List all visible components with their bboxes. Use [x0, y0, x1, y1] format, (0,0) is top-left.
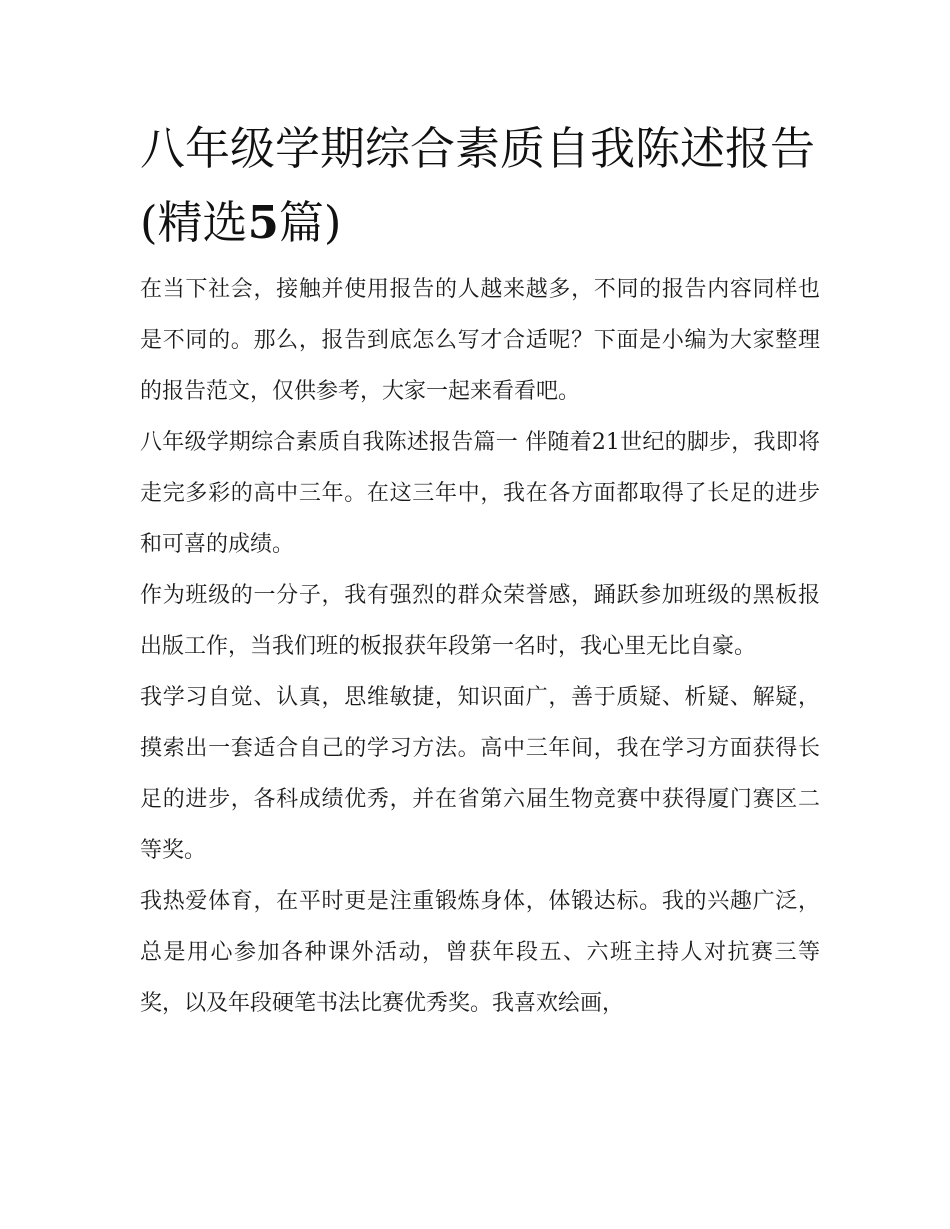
document-title: [140, 112, 820, 260]
title-number: 5: [247, 196, 279, 249]
paragraph-study: 我学习自觉、认真，思维敏捷，知识面广，善于质疑、析疑、解疑，摸索出一套适合自己的学习方法。高中三年间，我在学习方面获得长足的进步，各科成绩优秀，并在省第六届生物竞赛中获得厦门赛区二等奖。: [140, 685, 820, 863]
document-body: [140, 112, 820, 1029]
paragraph-sports: 我热爱体育，在平时更是注重锻炼身体，体锻达标。我的兴趣广泛，总是用心参加各种课外活动，曾获年段五、六班主持人对抗赛三等奖，以及年段硬笔书法比赛优秀奖。我喜欢绘画，: [140, 889, 820, 1016]
title-text-part2: 篇): [278, 196, 342, 249]
title-text-part1: 八年级学期综合素质自我陈述报告(精选: [140, 122, 816, 249]
paragraph-intro: 在当下社会，接触并使用报告的人越来越多，不同的报告内容同样也是不同的。那么，报告到底怎么写才合适呢？下面是小编为大家整理的报告范文，仅供参考，大家一起来看看吧。: [140, 277, 820, 404]
paragraph-class-member: 作为班级的一分子，我有强烈的群众荣誉感，踊跃参加班级的黑板报出版工作，当我们班的板报获年段第一名时，我心里无比自豪。: [140, 583, 820, 659]
paragraph-essay-one-opening: 八年级学期综合素质自我陈述报告篇一 伴随着21世纪的脚步，我即将走完多彩的高中三年。在这三年中，我在各方面都取得了长足的进步和可喜的成绩。: [140, 430, 820, 557]
